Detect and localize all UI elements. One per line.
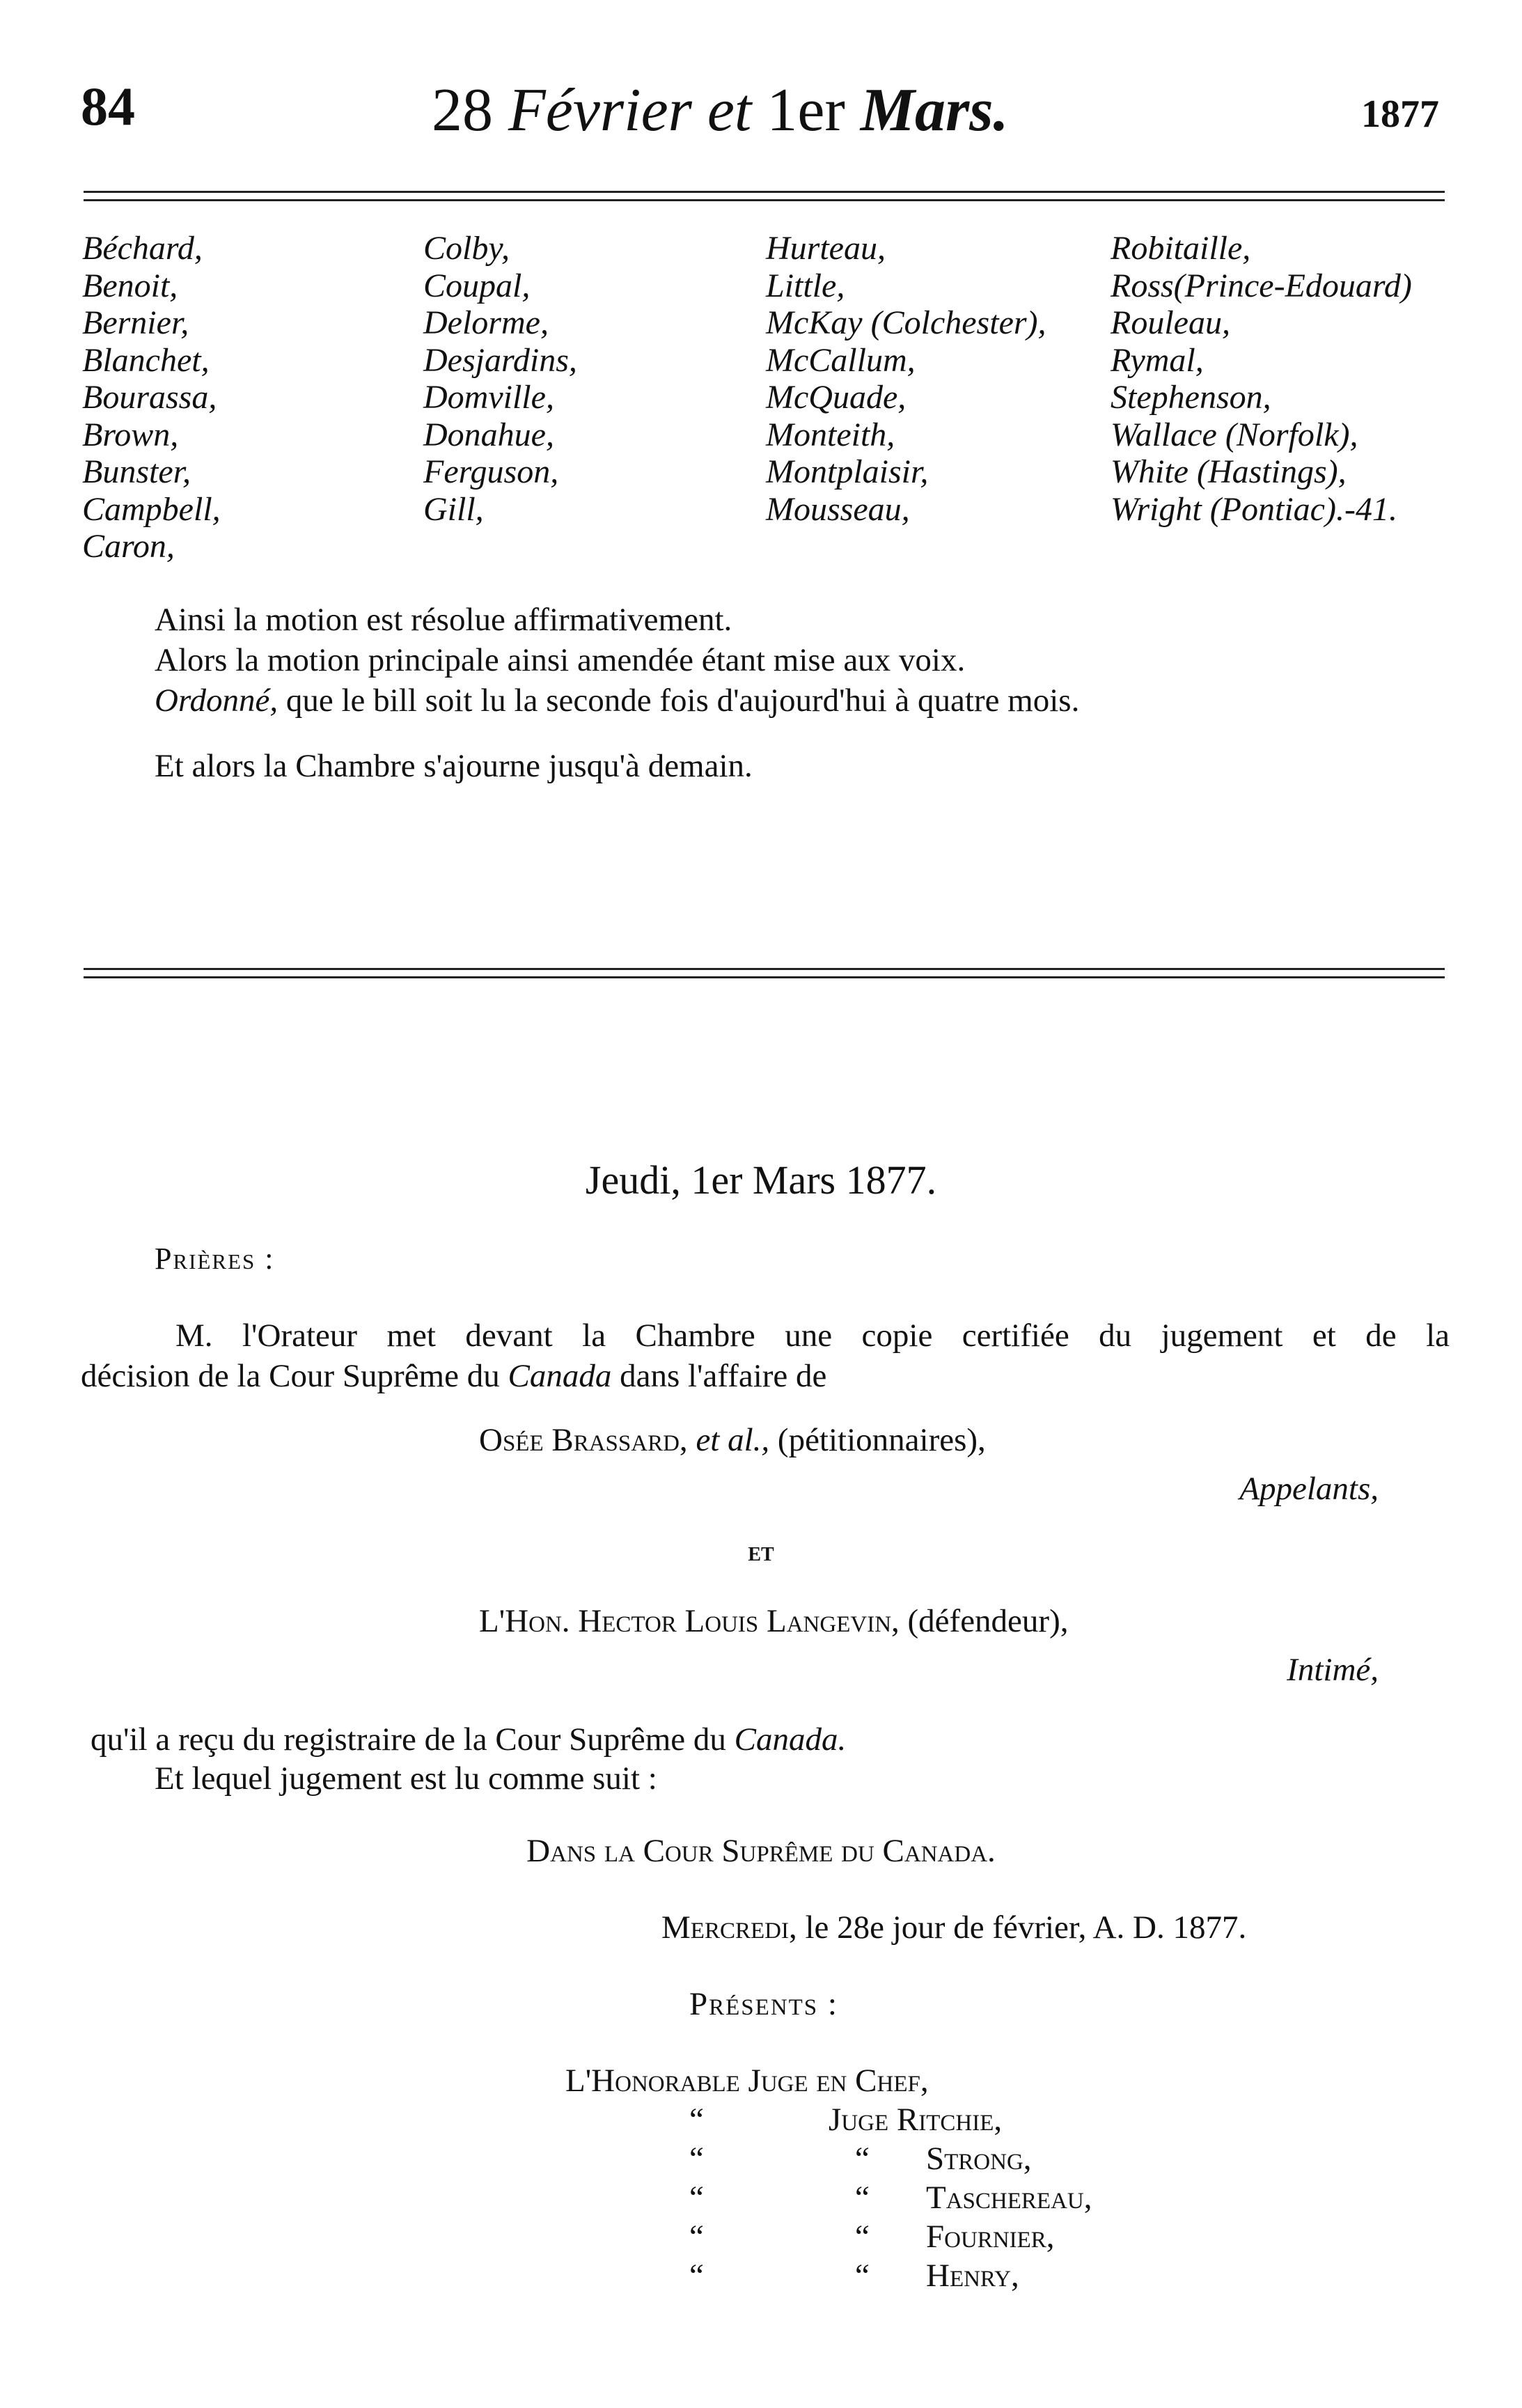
title-day: 28 <box>432 77 493 144</box>
received-text: qu'il a reçu du registraire de la Cour Suprême du <box>91 1721 735 1758</box>
name-entry: Bunster, <box>82 453 191 490</box>
ditto-mark: “ <box>855 2180 870 2216</box>
names-column-4 <box>1111 230 1412 528</box>
name-entry: Delorme, <box>423 304 549 341</box>
names-column-2 <box>423 230 577 528</box>
name-entry: Béchard, <box>82 230 203 267</box>
name-entry: Mousseau, <box>766 490 910 528</box>
header-rule <box>84 191 1445 201</box>
ordered-label: Ordonné, <box>155 682 278 719</box>
name-entry: Rouleau, <box>1111 304 1230 341</box>
name-entry: Caron, <box>82 528 175 565</box>
et-separator: et <box>748 1535 774 1567</box>
prayers-label: Prières : <box>155 1242 275 1276</box>
ditto-mark: “ <box>855 2219 870 2255</box>
weekday: Mercredi, <box>661 1909 797 1946</box>
name-entry: Brown, <box>82 416 179 453</box>
name-entry: McCallum, <box>766 341 916 379</box>
name-entry: Hurteau, <box>766 230 886 267</box>
name-entry: Coupal, <box>423 267 531 304</box>
ditto-mark: “ <box>855 2258 870 2294</box>
name-entry: Wright (Pontiac).-41. <box>1111 490 1397 528</box>
present-label: Présents : <box>689 1986 838 2022</box>
name-entry: Rymal, <box>1111 341 1204 379</box>
speaker-text: décision de la Cour Suprême du <box>81 1358 508 1394</box>
court-heading: Dans la Cour Suprême du Canada. <box>526 1833 996 1869</box>
appellant-name: Osée Brassard, <box>479 1422 688 1458</box>
name-entry: Monteith, <box>766 416 895 453</box>
judge-chief: L'Honorable Juge en Chef, <box>565 2063 929 2099</box>
judge-fournier: Fournier, <box>926 2219 1055 2255</box>
ditto-mark: “ <box>689 2258 704 2294</box>
respondent-label: Intimé, <box>1287 1652 1379 1688</box>
date-line <box>661 1908 1246 1947</box>
name-entry: Montplaisir, <box>766 453 929 490</box>
page-year: 1877 <box>1361 93 1439 136</box>
name-entry: Stephenson, <box>1111 379 1271 416</box>
ditto-mark: “ <box>689 2141 704 2177</box>
name-entry: Ferguson, <box>423 453 559 490</box>
paragraph-adjourn: Et alors la Chambre s'ajourne jusqu'à demain. <box>155 748 753 784</box>
paragraph-main-motion: Alors la motion principale ainsi amendée étant mise aux voix. <box>155 642 966 678</box>
name-entry: Gill, <box>423 490 484 528</box>
ditto-mark: “ <box>689 2102 704 2138</box>
respondent-role: (défendeur), <box>899 1603 1069 1639</box>
name-entry: Wallace (Norfolk), <box>1111 416 1358 453</box>
name-entry: Desjardins, <box>423 341 577 379</box>
name-entry: Blanchet, <box>82 341 210 379</box>
name-entry: Colby, <box>423 230 510 267</box>
name-entry: Donahue, <box>423 416 554 453</box>
name-entry: Domville, <box>423 379 554 416</box>
respondent-line <box>479 1602 1068 1641</box>
appellant-role: (pétitionnaires), <box>769 1422 986 1458</box>
ditto-mark: “ <box>689 2180 704 2216</box>
names-column-3 <box>766 230 1046 528</box>
name-entry: White (Hastings), <box>1111 453 1347 490</box>
speaker-paragraph-line2 <box>81 1357 826 1395</box>
name-entry: Campbell, <box>82 490 221 528</box>
paragraph-motion-resolved: Ainsi la motion est résolue affirmativement. <box>155 602 732 638</box>
name-entry: Bernier, <box>82 304 189 341</box>
title-et: et <box>707 77 752 144</box>
name-entry: Robitaille, <box>1111 230 1251 267</box>
speaker-text-end: dans l'affaire de <box>611 1358 827 1394</box>
title-month-fev: Février <box>508 77 692 144</box>
date-heading: Jeudi, 1er Mars 1877. <box>585 1157 937 1203</box>
judgment-read-line: Et lequel jugement est lu comme suit : <box>155 1760 657 1797</box>
et-al: et al., <box>687 1422 770 1458</box>
name-entry: McKay (Colchester), <box>766 304 1046 341</box>
title-mars: Mars. <box>860 77 1009 144</box>
speaker-paragraph-line1: M. l'Orateur met devant la Chambre une copie certifiée du jugement et de la <box>175 1318 1450 1354</box>
appellants-label: Appelants, <box>1239 1471 1379 1507</box>
judge-taschereau: Taschereau, <box>926 2180 1092 2216</box>
judge-henry: Henry, <box>926 2258 1019 2294</box>
appellant-line <box>479 1421 986 1460</box>
names-column-1 <box>82 230 221 565</box>
paragraph-ordered <box>155 681 1079 720</box>
name-entry: Ross(Prince-Edouard) <box>1111 267 1412 304</box>
ordered-text: que le bill soit lu la seconde fois d'aujourd'hui à quatre mois. <box>278 682 1080 719</box>
received-line <box>91 1720 846 1759</box>
title-ler: 1er <box>767 77 845 144</box>
page-title <box>432 75 1009 146</box>
judge-ritchie: Juge Ritchie, <box>829 2102 1003 2138</box>
respondent-name: L'Hon. Hector Louis Langevin, <box>479 1603 900 1639</box>
name-entry: Benoit, <box>82 267 178 304</box>
canada-italic: Canada. <box>734 1721 847 1758</box>
name-entry: McQuade, <box>766 379 907 416</box>
ditto-mark: “ <box>855 2141 870 2177</box>
page-number: 84 <box>81 76 135 136</box>
canada-italic: Canada <box>508 1358 612 1394</box>
page-header <box>0 75 1522 152</box>
section-rule <box>84 968 1445 978</box>
name-entry: Bourassa, <box>82 379 217 416</box>
date-text: le 28e jour de février, A. D. 1877. <box>797 1909 1247 1946</box>
ditto-mark: “ <box>689 2219 704 2255</box>
name-entry: Little, <box>766 267 845 304</box>
judge-strong: Strong, <box>926 2141 1032 2177</box>
